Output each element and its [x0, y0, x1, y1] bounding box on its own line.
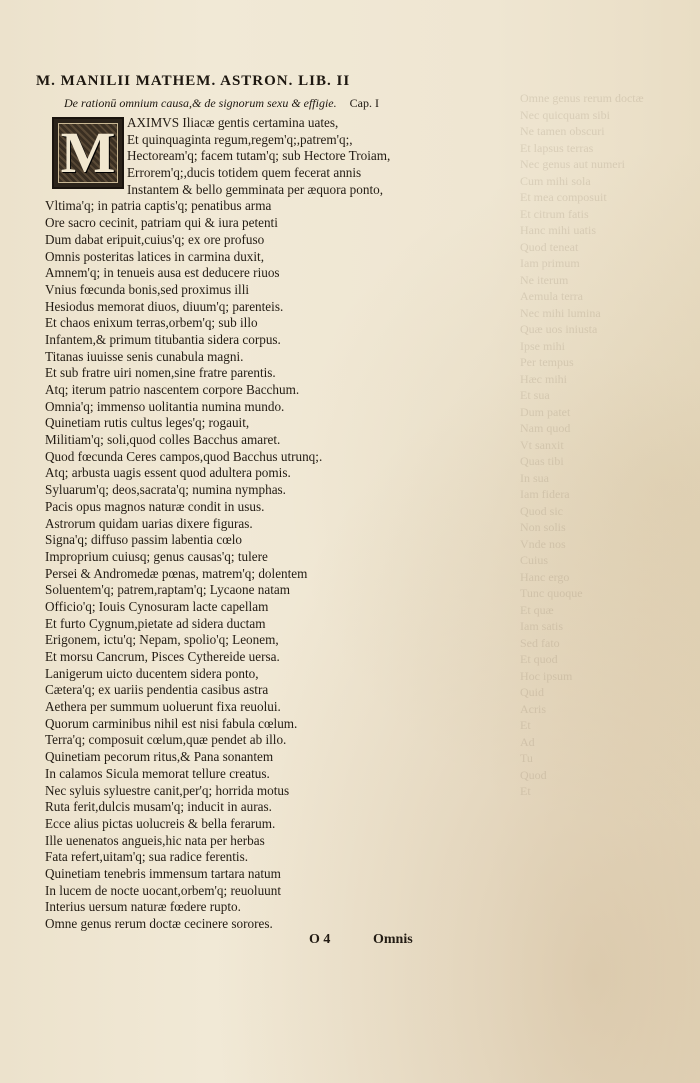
signature-mark: O 4	[309, 932, 331, 947]
verse-line: Nec syluis syluestre canit,per'q; horrida motus	[45, 782, 290, 798]
verse-line: Et morsu Cancrum, Pisces Cythereide uersa.	[45, 649, 280, 664]
verse-line: Pacis opus magnos naturæ condit in usus.	[45, 498, 265, 514]
verse-line: Interius uersum naturæ fœdere rupto.	[45, 899, 241, 915]
verse-line: Officio'q; Iouis Cynosuram lacte capellam	[45, 598, 269, 614]
verse-line: Soluentem'q; patrem,raptam'q; Lycaone natam	[45, 582, 290, 598]
verse-line: Et quinquaginta regum,regem'q;,patrem'q;,	[127, 131, 353, 147]
verse-line: Instantem & bello gemminata per æquora ponto,	[127, 181, 383, 197]
verse-line: Et chaos enixum terras,orbem'q; sub illo	[45, 315, 258, 331]
verse-line: Quinetiam rutis cultus leges'q; rogauit,	[45, 415, 250, 431]
verse-line: Syluarum'q; deos,sacrata'q; numina nymphas.	[45, 482, 286, 498]
verse-line: AXIMVS Iliacæ gentis certamina uates,	[127, 115, 339, 130]
verse-line: Atq; arbusta uagis essent quod adultera pomis.	[45, 465, 291, 481]
verse-line: Et sub fratre uiri nomen,sine fratre parentis.	[45, 365, 276, 381]
poem-text	[45, 115, 445, 933]
verse-line: Cætera'q; ex uariis pendentia casibus astra	[45, 682, 269, 698]
verse-line: Vnius fœcunda bonis,sed proximus illi	[45, 281, 250, 297]
verse-line: Hectoream'q; facem tutam'q; sub Hectore Troiam,	[127, 148, 391, 164]
verse-line: Astrorum quidam uarias dixere figuras.	[45, 515, 253, 531]
verse-line: Improprium cuiusq; genus causas'q; tulere	[45, 548, 268, 564]
verse-line: Persei & Andromedæ pœnas, matrem'q; dolentem	[45, 565, 308, 581]
verse-line: Quinetiam tenebris immensum tartara natum	[45, 865, 281, 881]
verse-line: Erigonem, ictu'q; Nepam, spolio'q; Leonem,	[45, 632, 279, 648]
verse-line: Vltima'q; in patria captis'q; penatibus arma	[45, 198, 272, 214]
verse-line: Amnem'q; in tenueis ausa est deducere riuos	[45, 265, 280, 281]
verse-line: Militiam'q; soli,quod colles Bacchus amaret.	[45, 432, 281, 448]
running-head: M. MANILII MATHEM. ASTRON. LIB. II	[36, 73, 351, 89]
chapter-label: Cap. I	[349, 96, 379, 110]
verse-line: Fata refert,uitam'q; sua radice ferentis.	[45, 849, 249, 865]
verse-line: Signa'q; diffuso passim labentia cœlo	[45, 532, 242, 548]
verse-line: Omne genus rerum doctæ cecinere sorores.	[45, 916, 273, 931]
verse-line: Ille uenenatos angueis,hic nata per herbas	[45, 832, 265, 848]
verse-line: Terra'q; composuit cœlum,quæ pendet ab illo.	[45, 732, 287, 748]
verse-line: Lanigerum uicto ducentem sidera ponto,	[45, 665, 259, 681]
verse-line: Omnis posteritas latices in carmina duxit,	[45, 248, 265, 264]
show-through-text: Omne genus rerum doctæ Nec quicquam sibi Ne tamen obscuri Et lapsus terras Nec genus aut numeri Cum mihi sola Et mea composuit Et citrum fatis Hanc mihi uatis Quod teneat Iam primum Ne iterum Aemula terra Nec mihi lumina Quæ uos iniusta Ipse mihi Per tempus Hæc mihi Et sua Dum patet Nam quod Vt sanxit Quas tibi In sua Iam fidera Quod sic Non solis Vnde nos Cuius Hanc ergo Tunc quoque Et quæ Iam satis Sed fato Et quod Hoc ipsum Quid Acris Et Ad Tu Quod Et	[520, 91, 644, 798]
initial-letter: M	[60, 120, 116, 185]
verse-line: Quorum carminibus nihil est nisi fabula cœlum.	[45, 715, 298, 731]
verse-line: In calamos Sicula memorat tellure creatus.	[45, 765, 270, 781]
chapter-title: De rationū omnium causa,& de signorum sexu & effigie.	[64, 96, 337, 110]
verse-line: Hesiodus memorat diuos, diuum'q; parenteis.	[45, 298, 284, 314]
chapter-heading	[64, 96, 379, 111]
verse-line: Infantem,& primum titubantia sidera corpus.	[45, 331, 281, 347]
catchword: Omnis	[373, 932, 413, 947]
verse-line: Omnia'q; immenso uolitantia numina mundo.	[45, 398, 285, 414]
verse-line: Ecce alius pictas uolucreis & bella ferarum.	[45, 815, 276, 831]
verse-line: Titanas iuuisse senis cunabula magni.	[45, 348, 244, 364]
verse-line: Dum dabat eripuit,cuius'q; ex ore profuso	[45, 231, 265, 247]
verse-line: Errorem'q;,ducis totidem quem fecerat annis	[127, 165, 362, 181]
verse-line: Atq; iterum patrio nascentem corpore Bacchum.	[45, 382, 300, 397]
verse-line: Aethera per summum uoluerunt fixa reuolui.	[45, 699, 281, 715]
verse-line: Quinetiam pecorum ritus,& Pana sonantem	[45, 749, 274, 765]
verse-line: Et furto Cygnum,pietate ad sidera ductam	[45, 615, 266, 631]
verse-line: Ore sacro cecinit, patriam qui & iura petenti	[45, 215, 278, 231]
verse-line: In lucem de nocte uocant,orbem'q; reuoluunt	[45, 882, 282, 898]
verse-line: Ruta ferit,dulcis musam'q; inducit in auras.	[45, 799, 272, 815]
verse-line: Quod fœcunda Ceres campos,quod Bacchus utrunq;.	[45, 448, 323, 464]
